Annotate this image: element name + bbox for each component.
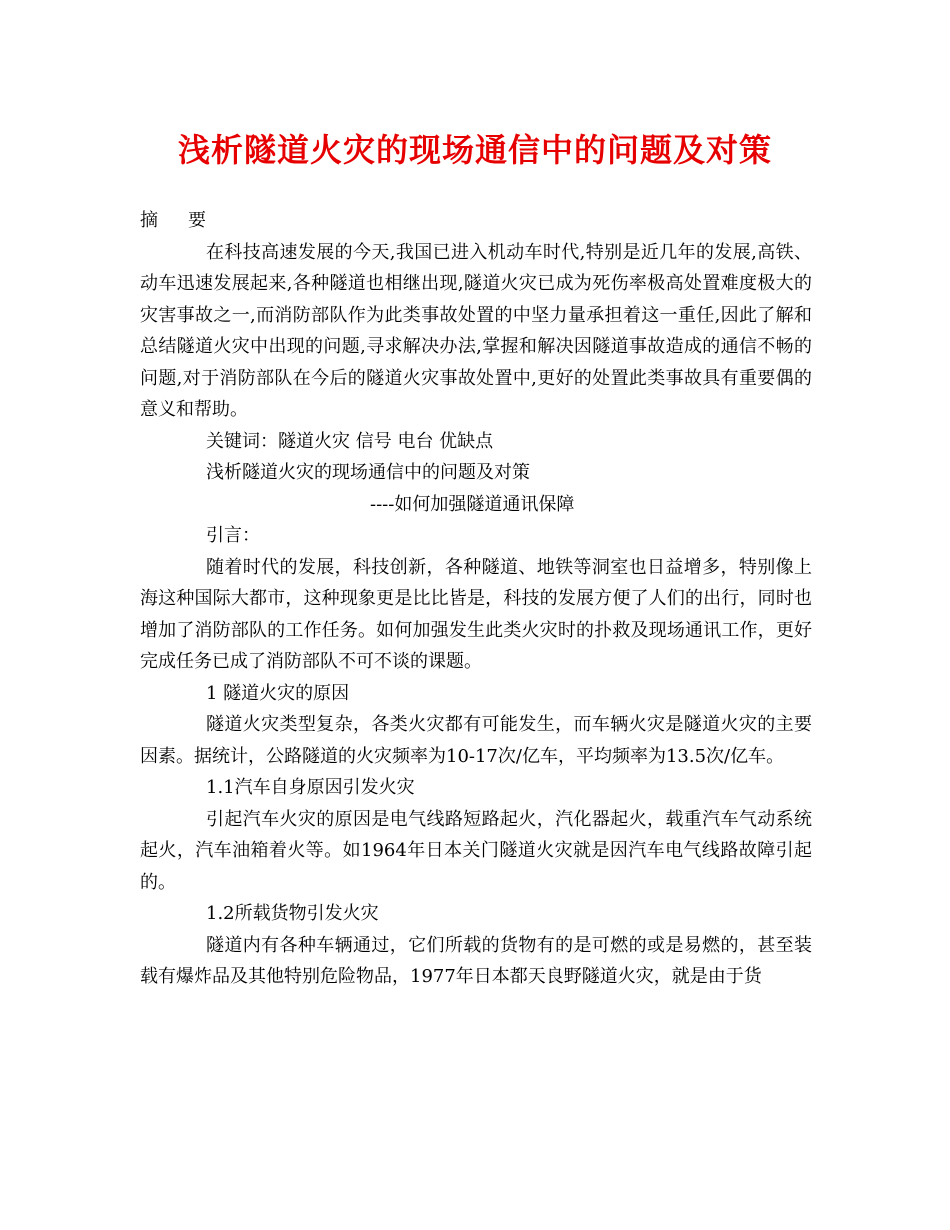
section-paragraph-1-2: 隧道内有各种车辆通过，它们所载的货物有的是可燃的或是易燃的，甚至装载有爆炸品及其他特别危险物品，1977年日本都天良野隧道火灾，就是由于货 <box>140 934 812 987</box>
section-heading-1: 1 隧道火灾的原因 <box>206 682 350 704</box>
document-body <box>140 205 812 993</box>
section-paragraph-1-1: 引起汽车火灾的原因是电气线路短路起火，汽化器起火，载重汽车气动系统起火，汽车油箱着火等。如1964年日本关门隧道火灾就是因汽车电气线路故障引起的。 <box>140 808 812 893</box>
document-title: 浅析隧道火灾的现场通信中的问题及对策 <box>177 131 772 169</box>
intro-label: 引言： <box>206 525 260 546</box>
subheading-line: ----如何加强隧道通讯保障 <box>370 493 575 515</box>
section-heading-1-1: 1.1汽车自身原因引发火灾 <box>206 777 415 798</box>
subtitle-line: 浅析隧道火灾的现场通信中的问题及对策 <box>206 462 530 483</box>
section-paragraph-1: 隧道火灾类型复杂，各类火灾都有可能发生，而车辆火灾是隧道火灾的主要因素。据统计，公路隧道的火灾频率为10-17次/亿车，平均频率为13.5次/亿车。 <box>140 714 812 767</box>
intro-paragraph: 随着时代的发展，科技创新，各种隧道、地铁等洞室也日益增多，特别像上海这种国际大都市，这种现象更是比比皆是，科技的发展方便了人们的出行，同时也增加了消防部队的工作任务。如何加强发生此类火灾时的扑救及现场通讯工作，更好完成任务已成了消防部队不可不谈的课题。 <box>140 556 812 672</box>
abstract-label: 摘要 <box>140 210 236 231</box>
section-heading-1-2: 1.2所载货物引发火灾 <box>206 903 379 924</box>
abstract-paragraph: 在科技高速发展的今天,我国已进入机动车时代,特别是近几年的发展,高铁、动车迅速发展起来,各种隧道也相继出现,隧道火灾已成为死伤率极高处置难度极大的灾害事故之一,而消防部队作为此类事故处置的中坚力量承担着这一重任,因此了解和总结隧道火灾中出现的问题,寻求解决办法,掌握和解决因隧道事故造成的通信不畅的问题,对于消防部队在今后的隧道火灾事故处置中,更好的处置此类事故具有重要偶的意义和帮助。 <box>140 241 812 420</box>
keywords-line: 关键词：隧道火灾 信号 电台 优缺点 <box>206 430 494 452</box>
